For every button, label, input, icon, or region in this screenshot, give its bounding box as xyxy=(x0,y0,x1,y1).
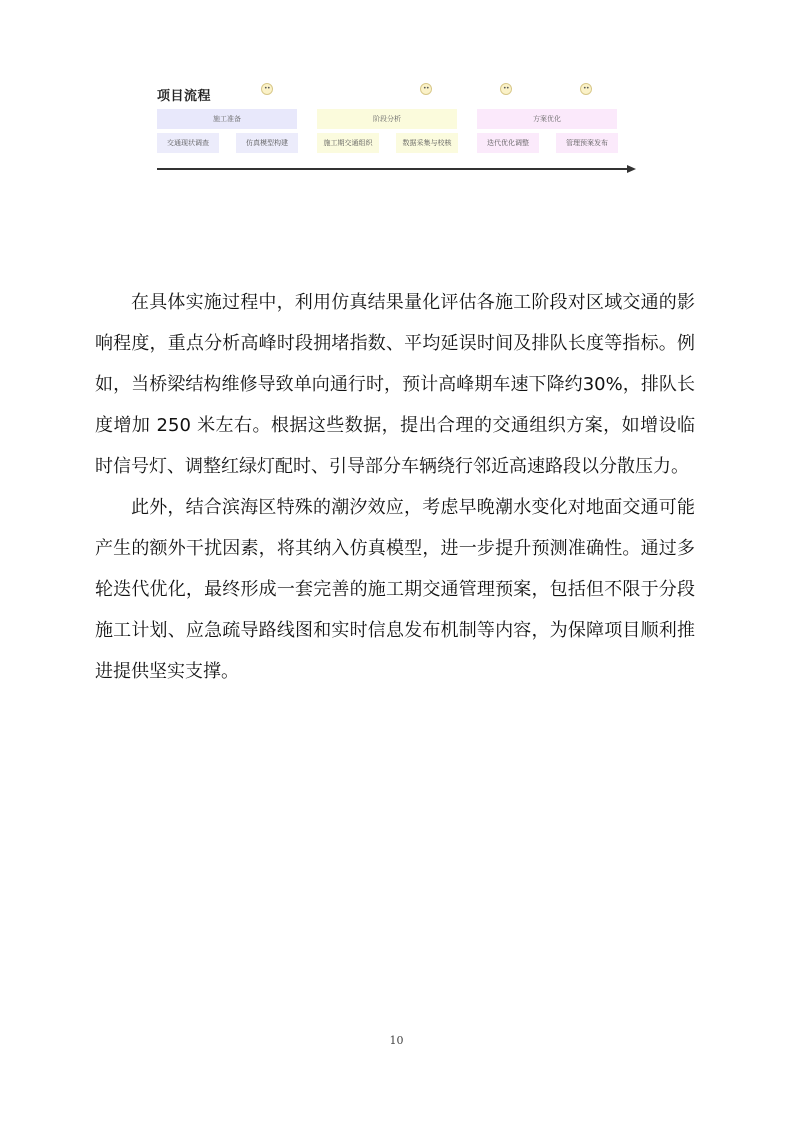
page-number: 10 xyxy=(389,1034,404,1047)
stage-icon: •• xyxy=(500,83,512,95)
stage-header-optimize: 方案优化 xyxy=(477,109,617,129)
diagram-title: 项目流程 xyxy=(157,89,212,104)
stage-icon: •• xyxy=(580,83,592,95)
task-box: 施工期交通组织 xyxy=(317,133,379,153)
timeline-arrow-line xyxy=(157,168,629,170)
stage-header-analysis: 阶段分析 xyxy=(317,109,457,129)
task-box: 交通现状调查 xyxy=(157,133,219,153)
arrow-head-icon xyxy=(627,165,636,173)
task-box: 数据采集与校核 xyxy=(396,133,458,153)
stage-icon: •• xyxy=(261,83,273,95)
task-box: 仿真模型构建 xyxy=(236,133,298,153)
stage-header-prep: 施工准备 xyxy=(157,109,297,129)
body-text xyxy=(95,282,695,692)
task-box: 迭代优化调整 xyxy=(477,133,539,153)
task-box: 管理预案发布 xyxy=(556,133,618,153)
paragraph: 在具体实施过程中，利用仿真结果量化评估各施工阶段对区域交通的影响程度，重点分析高峰时段拥堵指数、平均延误时间及排队长度等指标。例如，当桥梁结构维修导致单向通行时，预计高峰期车速下降约30%，排队长度增加 250 米左右。根据这些数据，提出合理的交通组织方案，如增设临时信号灯、调整红绿灯配时、引导部分车辆绕行邻近高速路段以分散压力。 xyxy=(95,292,695,477)
paragraph: 此外，结合滨海区特殊的潮汐效应，考虑早晚潮水变化对地面交通可能产生的额外干扰因素，将其纳入仿真模型，进一步提升预测准确性。通过多轮迭代优化，最终形成一套完善的施工期交通管理预案，包括但不限于分段施工计划、应急疏导路线图和实时信息发布机制等内容，为保障项目顺利推进提供坚实支撑。 xyxy=(95,497,695,682)
stage-icon: •• xyxy=(420,83,432,95)
